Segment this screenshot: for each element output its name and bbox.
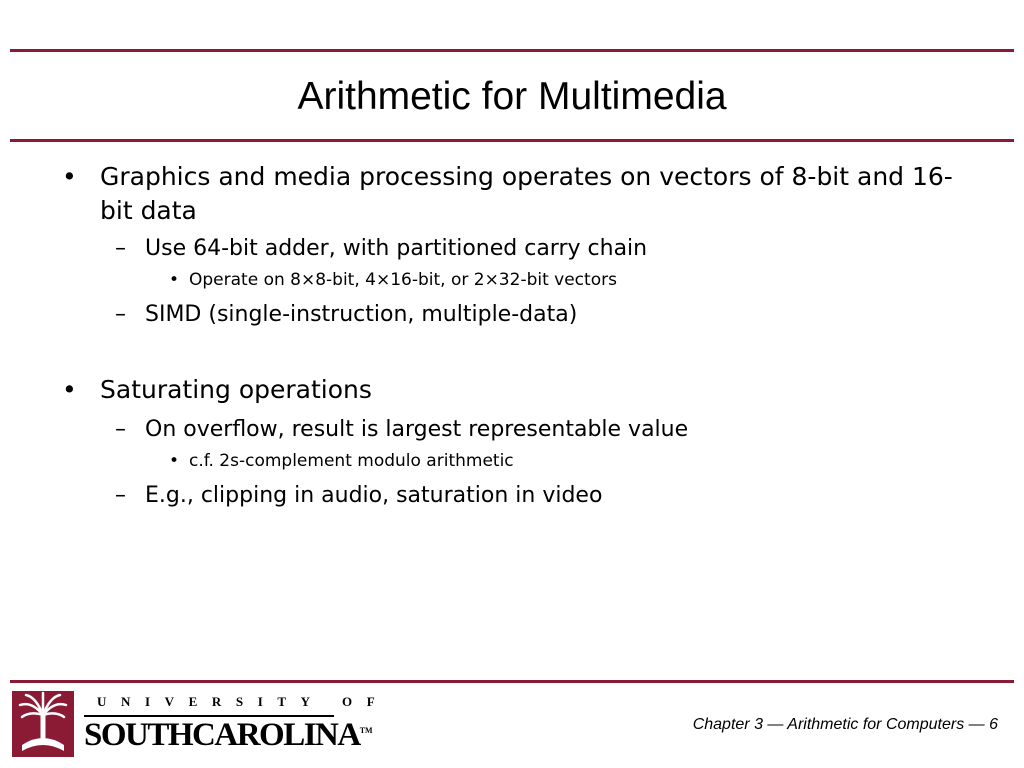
bullet-level3 [169, 268, 989, 292]
bullet-level2 [115, 481, 995, 511]
bullet-marker: • [62, 375, 77, 404]
trademark-mark: TM [359, 726, 373, 735]
bullet-level2 [115, 415, 995, 445]
logo-line-university: UNIVERSITY OF [97, 694, 390, 709]
dash-marker: – [115, 483, 126, 508]
bullet-text: On overflow, result is largest representable value [145, 417, 689, 442]
footer-divider [10, 680, 1014, 683]
logo-wordmark: SOUTHCAROLINA [84, 717, 360, 753]
slide-footer: Chapter 3 — Arithmetic for Computers — 6 [692, 716, 998, 733]
dash-marker: – [115, 302, 126, 327]
dash-marker: – [115, 236, 126, 261]
palmetto-trunk [41, 715, 46, 741]
bullet-level2 [115, 234, 995, 264]
bullet-text: Operate on 8×8-bit, 4×16-bit, or 2×32-bit vectors [189, 270, 617, 290]
bullet-marker: • [169, 270, 180, 290]
bullet-text: c.f. 2s-complement modulo arithmetic [189, 451, 514, 471]
slide-title: Arithmetic for Multimedia [297, 75, 727, 118]
palmetto-seal-icon [12, 691, 74, 757]
bullet-level2 [115, 300, 995, 330]
university-logo [12, 691, 390, 759]
bullet-marker: • [62, 162, 77, 191]
bullet-text: E.g., clipping in audio, saturation in video [145, 483, 603, 508]
bullet-level1 [62, 373, 980, 407]
bullet-text: Graphics and media processing operates on vectors of 8-bit and 16-bit data [100, 162, 953, 225]
logo-line-south-carolina [84, 717, 373, 754]
bullet-level1 [62, 160, 980, 228]
dash-marker: – [115, 417, 126, 442]
bullet-marker: • [169, 451, 180, 471]
bullet-text: SIMD (single-instruction, multiple-data) [145, 302, 578, 327]
bullet-text: Use 64-bit adder, with partitioned carry chain [145, 236, 648, 261]
bullet-level3 [169, 449, 989, 473]
bullet-text: Saturating operations [100, 375, 372, 404]
